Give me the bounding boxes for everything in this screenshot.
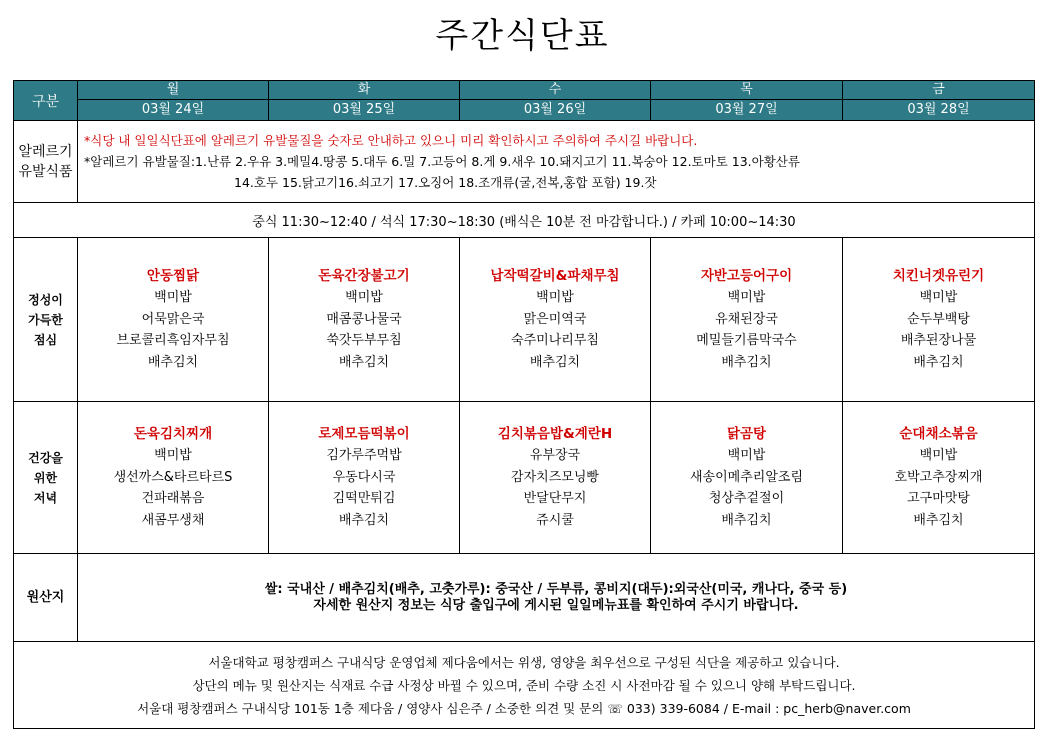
lunch-side-dish: 쑥갓두부무침 [326,333,402,349]
allergy-list-line2: 14.호두 15.닭고기16.쇠고기 17.오징어 18.조개류(굴,전복,홍합 포함) 19.잣 [234,175,657,190]
lunch-thu [651,238,843,402]
dinner-side-dish: 백미밥 [727,448,766,464]
origin-line2: 자세한 원산지 정보는 식당 출입구에 게시된 일일메뉴표를 확인하여 주시기 바랍니다. [313,597,799,613]
header-row-dates [14,100,1035,121]
footer-line1: 서울대학교 평창캠퍼스 구내식당 운영업체 제다움에서는 위생, 영양을 최우선으로 구성된 식단을 제공하고 있습니다. [208,654,840,670]
lunch-side-dish: 백미밥 [154,290,192,306]
lunch-side-dish: 순두부백탕 [907,311,970,327]
origin-line1: 쌀: 국내산 / 배추김치(배추, 고춧가루): 중국산 / 두부류, 콩비지(대두):외국산(미국, 캐나다, 중국 등) [264,581,848,597]
lunch-label [14,238,78,402]
day-date-thu: 03월 27일 [651,100,843,121]
dinner-side-dish: 호박고추장찌개 [894,469,983,485]
lunch-label-line3: 점심 [33,332,58,347]
lunch-main-dish: 자반고등어구이 [700,267,793,284]
footer-line2: 상단의 메뉴 및 원산지는 식재료 수급 사정상 바뀔 수 있으며, 준비 수량 소진 시 사전마감 될 수 있으니 양해 부탁드립니다. [192,677,856,693]
day-date-mon: 03월 24일 [78,100,269,121]
day-name-thu: 목 [651,81,843,100]
lunch-side-dish: 배추김치 [147,354,199,370]
allergy-label-line2: 유발식품 [18,163,73,180]
dinner-main-dish: 돈육김치찌개 [133,425,213,442]
lunch-side-dish: 백미밥 [727,290,766,306]
dinner-side-dish: 새송이메추리알조림 [689,469,804,485]
operating-hours: 중식 11:30~12:40 / 석식 17:30~18:30 (배식은 10분 전 마감합니다.) / 카페 10:00~14:30 [14,203,1035,238]
dinner-side-dish: 감자치즈모닝빵 [511,469,599,485]
day-date-fri: 03월 28일 [843,100,1035,121]
dinner-wed [460,402,651,554]
lunch-side-dish: 유채된장국 [715,311,778,327]
allergy-list-line1: *알레르기 유발물질:1.난류 2.우유 3.메밀4.땅콩 5.대두 6.밀 7.고등어 8.게 9.새우 10.돼지고기 11.복숭아 12.토마토 13.아황산류 [84,154,800,169]
dinner-side-dish: 건파래볶음 [141,491,205,507]
dinner-side-dish: 청상추겉절이 [708,491,785,507]
day-name-mon: 월 [78,81,269,100]
dinner-side-dish: 새콤무생채 [141,512,205,528]
dinner-side-dish: 김가루주먹밥 [326,448,402,464]
dinner-side-dish: 반달단무지 [523,491,587,507]
gubun-header: 구분 [14,81,78,121]
lunch-main-dish: 돈육간장불고기 [318,267,410,284]
dinner-side-dish: 배추김치 [721,512,772,528]
dinner-label-line3: 저녁 [33,490,58,505]
lunch-main-dish: 안동찜닭 [146,267,200,284]
page-title: 주간식단표 [435,16,610,56]
lunch-main-dish: 납작떡갈비&파채무침 [490,267,620,284]
allergy-notice: *식당 내 일일식단표에 알레르기 유발물질을 숫자로 안내하고 있으니 미리 확인하시고 주의하여 주시길 바랍니다. [84,133,698,148]
lunch-side-dish: 브로콜리흑임자무침 [116,333,230,349]
origin-info [78,554,1035,642]
day-name-fri: 금 [843,81,1035,100]
dinner-side-dish: 쥬시쿨 [536,512,574,528]
day-name-tue: 화 [269,81,460,100]
lunch-side-dish: 백미밥 [345,290,383,306]
origin-label: 원산지 [14,554,78,642]
dinner-main-dish: 순대채소볶음 [899,425,978,442]
dinner-side-dish: 배추김치 [338,512,390,528]
lunch-side-dish: 배추김치 [913,354,964,370]
dinner-fri [843,402,1035,554]
dinner-side-dish: 생선까스&타르타르S [113,469,233,485]
dinner-main-dish: 로제모듬떡볶이 [318,425,410,442]
lunch-side-dish: 배추김치 [721,354,772,370]
lunch-wed [460,238,651,402]
lunch-tue [269,238,460,402]
dinner-label-line2: 위한 [33,470,58,485]
dinner-mon [78,402,269,554]
dinner-side-dish: 백미밥 [919,448,958,464]
dinner-side-dish: 백미밥 [154,448,192,464]
dinner-side-dish: 배추김치 [913,512,964,528]
lunch-main-dish: 치킨너겟유린기 [892,267,985,284]
hours-row [14,203,1035,238]
lunch-side-dish: 백미밥 [536,290,574,306]
dinner-label [14,402,78,554]
footer-line3: 서울대 평창캠퍼스 구내식당 101동 1층 제다움 / 영양사 심은주 / 소중한 의견 및 문의 ☏ 033) 339-6084 / E-mail : pc_herb@naver.com [137,700,911,716]
dinner-main-dish: 닭곰탕 [726,425,767,442]
lunch-mon [78,238,269,402]
lunch-label-line1: 정성이 [28,292,63,307]
allergy-row [14,121,1035,203]
dinner-thu [651,402,843,554]
lunch-side-dish: 어묵맑은국 [141,311,205,327]
dinner-label-line1: 건강을 [28,450,63,465]
dinner-side-dish: 유부장국 [529,448,581,464]
lunch-row [14,238,1035,402]
day-date-tue: 03월 25일 [269,100,460,121]
lunch-side-dish: 매콤콩나물국 [326,311,402,327]
lunch-side-dish: 배추김치 [338,354,390,370]
origin-row [14,554,1035,642]
lunch-side-dish: 배추김치 [529,354,581,370]
allergy-label [14,121,78,203]
lunch-side-dish: 맑은미역국 [523,311,587,327]
day-date-wed: 03월 26일 [460,100,651,121]
dinner-side-dish: 김떡만튀김 [332,491,396,507]
weekly-menu-table [13,80,1035,729]
allergy-info [78,121,1035,203]
allergy-label-line1: 알레르기 [18,143,73,160]
dinner-row [14,402,1035,554]
lunch-side-dish: 배추된장나물 [900,333,977,349]
dinner-side-dish: 우동다시국 [332,469,396,485]
lunch-side-dish: 메밀들기름막국수 [696,333,797,349]
header-row-days [14,81,1035,100]
dinner-tue [269,402,460,554]
lunch-side-dish: 백미밥 [919,290,958,306]
dinner-main-dish: 김치볶음밥&계란H [497,425,613,442]
lunch-fri [843,238,1035,402]
footer-notice [14,642,1035,729]
lunch-label-line2: 가득한 [28,312,63,327]
dinner-side-dish: 고구마맛탕 [907,491,970,507]
footer-row [14,642,1035,729]
day-name-wed: 수 [460,81,651,100]
lunch-side-dish: 숙주미나리무침 [511,333,599,349]
